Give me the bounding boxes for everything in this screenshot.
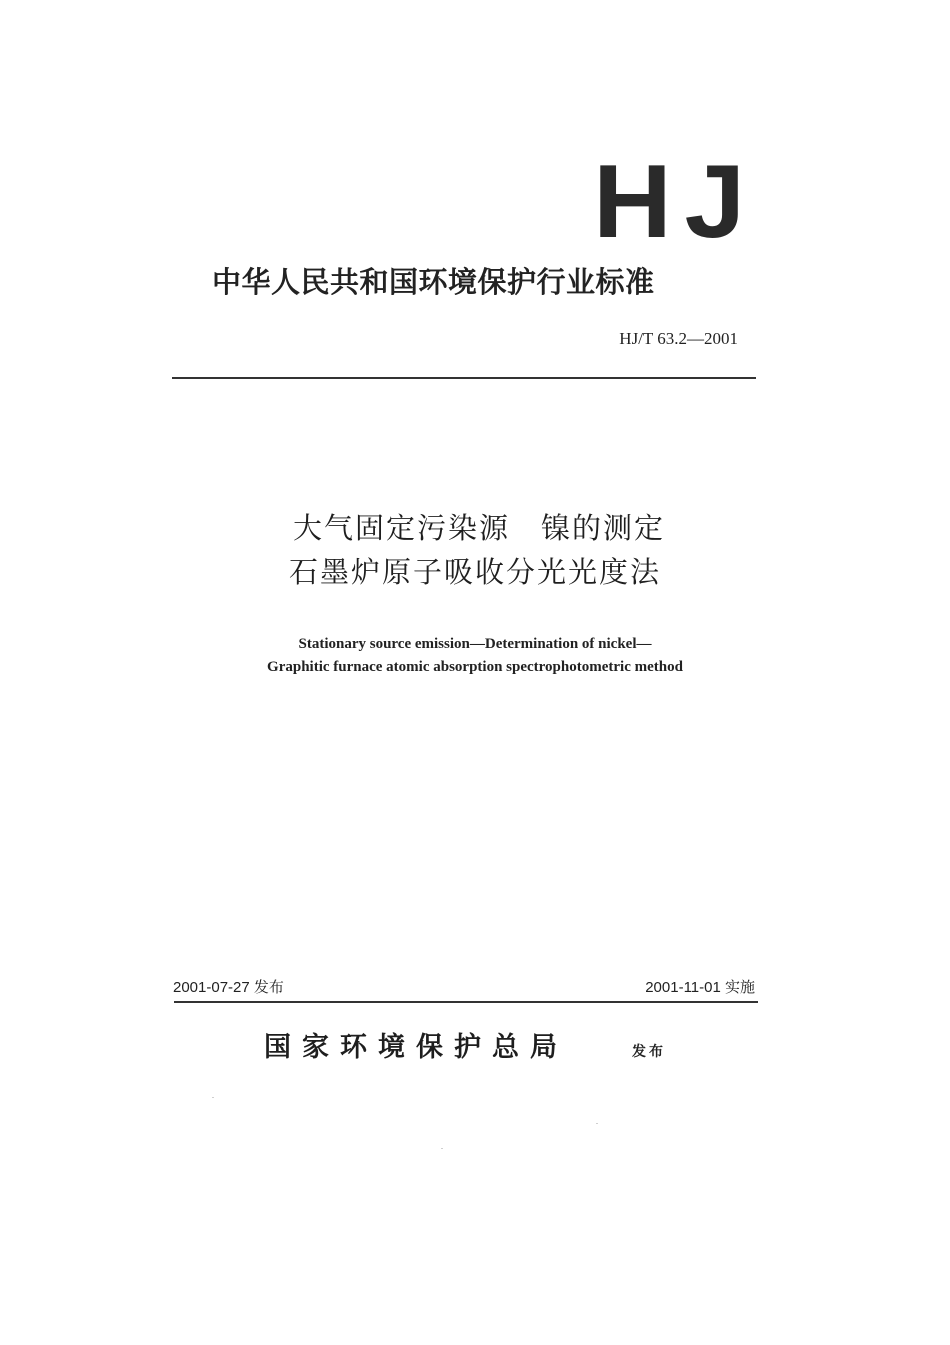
- top-divider: [172, 377, 756, 379]
- issuing-authority: 国家环境保护总局: [264, 1032, 568, 1063]
- scan-speck: [212, 1097, 214, 1098]
- chinese-title-line-2: 石墨炉原子吸收分光光度法: [288, 555, 661, 589]
- english-title-line-2: Graphitic furnace atomic absorption spectrophotometric method: [267, 659, 683, 675]
- standard-number: HJ/T 63.2—2001: [619, 329, 738, 348]
- chinese-title-line-1: 大气固定污染源 镍的测定: [292, 511, 665, 545]
- issue-date: 2001-07-27 发布: [173, 979, 284, 996]
- scan-speck: [596, 1123, 598, 1124]
- scan-speck: [441, 1148, 443, 1149]
- hj-logo: HJ: [593, 144, 758, 260]
- english-title-line-1: Stationary source emission—Determination of nickel—: [298, 636, 652, 652]
- national-standard-title: 中华人民共和国环境保护行业标准: [212, 265, 655, 299]
- implementation-date: 2001-11-01 实施: [645, 979, 755, 996]
- issuing-action: 发布: [632, 1044, 666, 1060]
- bottom-divider: [174, 1001, 758, 1003]
